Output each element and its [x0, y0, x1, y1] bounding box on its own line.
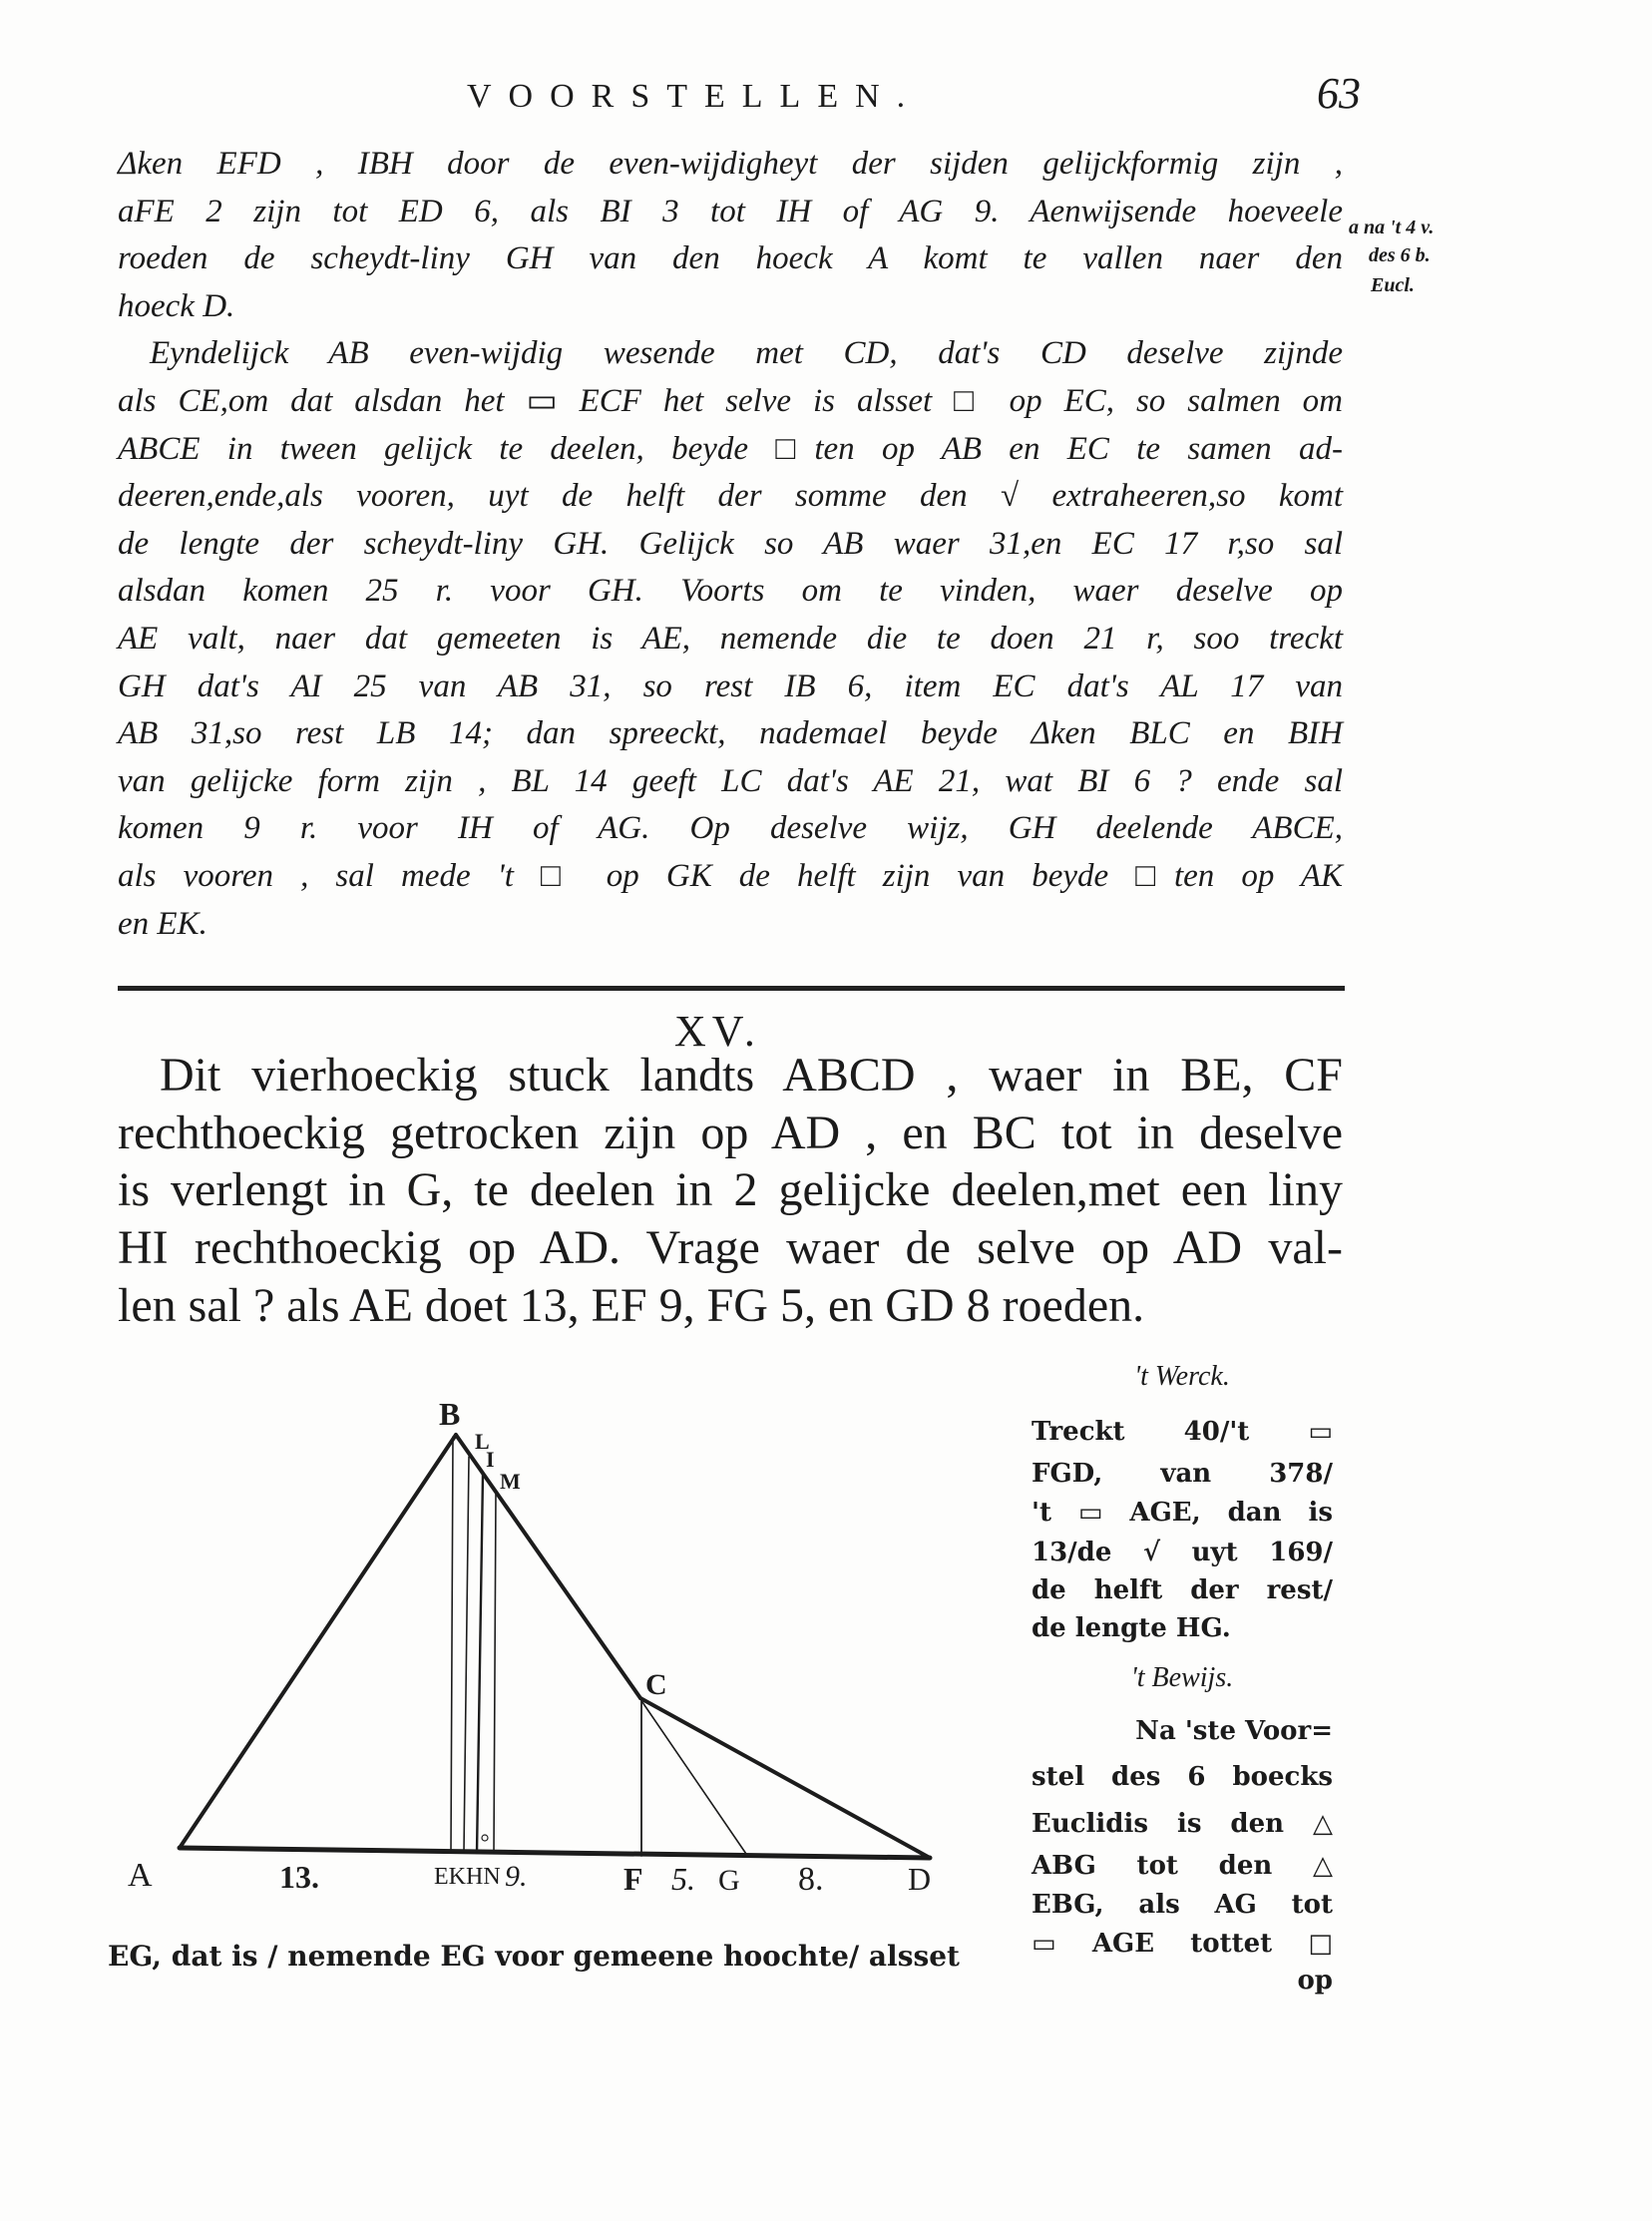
line-IH — [477, 1475, 483, 1853]
bewijs-line: Euclidis is den △ — [1032, 1809, 1333, 1839]
line-LK — [464, 1457, 469, 1852]
bewijs-line: Na 'ste Voor= — [1135, 1716, 1333, 1746]
paragraph-line: alsdan komen 25 r. voor GH. Voorts om te vinden, waer deselve op — [118, 573, 1343, 610]
bewijs-line: op — [1297, 1966, 1333, 1996]
right-angle-mark — [482, 1835, 488, 1841]
label-AE-length: 13. — [279, 1859, 319, 1895]
margin-note-line: a na 't 4 v. — [1349, 217, 1435, 238]
bewijs-line: ABG tot den △ — [1032, 1851, 1333, 1881]
paragraph-line: deeren,ende,als vooren, uyt de helft der somme den √ extraheeren,so komt — [118, 478, 1343, 515]
label-FG-length: 5. — [671, 1861, 695, 1897]
paragraph-line: GH dat's AI 25 van AB 31, so rest IB 6, item EC dat's AL 17 van — [118, 667, 1343, 704]
page-number: 63 — [1317, 69, 1361, 118]
paragraph-line: Eyndelijck AB even-wijdig wesende met CD, dat's CD deselve zijnde — [150, 335, 1343, 372]
label-G: G — [718, 1864, 740, 1897]
paragraph-line: AE valt, naer dat gemeeten is AE, nemende die te doen 21 r, soo treckt — [118, 621, 1343, 657]
section-divider-rule — [118, 986, 1345, 991]
margin-note-line: des 6 b. — [1369, 244, 1431, 266]
line-MN — [494, 1493, 496, 1853]
running-title: VOORSTELLEN. — [467, 78, 923, 115]
problem-statement-line: len sal ? als AE doet 13, EF 9, FG 5, en GD 8 roeden. — [118, 1278, 1145, 1332]
werck-line: 't ▭ AGE, dan is — [1032, 1498, 1333, 1528]
label-C: C — [645, 1668, 667, 1701]
label-D: D — [908, 1861, 932, 1897]
problem-statement-line: HI rechthoeckig op AD. Vrage waer de selve op AD val- — [118, 1221, 1343, 1275]
label-F: F — [623, 1861, 643, 1897]
werck-line: FGD, van 378/ — [1032, 1459, 1333, 1489]
label-L: L — [475, 1429, 490, 1454]
werck-heading: 't Werck. — [1134, 1361, 1230, 1392]
label-M: M — [500, 1469, 521, 1494]
bewijs-heading: 't Bewijs. — [1130, 1662, 1234, 1693]
line-BE — [451, 1437, 453, 1852]
paragraph-line: ABCE in tween gelijck te deelen, beyde □ten op AB en EC te samen ad- — [118, 430, 1343, 467]
label-B: B — [439, 1396, 461, 1432]
geometry-diagram — [120, 1377, 1018, 1916]
label-EKHN: EKHN — [434, 1864, 501, 1890]
side-AB — [180, 1435, 456, 1848]
continuation-line: EG, dat is / nemende EG voor gemeene hoochte/ alsset — [108, 1940, 960, 1973]
werck-line: Treckt 40/'t ▭ — [1032, 1417, 1333, 1447]
paragraph-line: als CE,om dat alsdan het ▭ ECF het selve is alsset □ op EC, so salmen om — [118, 383, 1343, 419]
paragraph-line: roeden de scheydt-liny GH van den hoeck A komt te vallen naer den — [118, 240, 1343, 277]
side-CD — [640, 1698, 930, 1858]
werck-line: de helft der rest/ — [1032, 1575, 1333, 1605]
line-CG — [642, 1702, 748, 1857]
margin-note-line: Eucl. — [1371, 274, 1415, 296]
paragraph-line: Δken EFD , IBH door de even-wijdigheyt der sijden gelijckformig zijn , — [118, 146, 1343, 182]
label-EF-length: 9. — [505, 1860, 528, 1893]
paragraph-line: aFE 2 zijn tot ED 6, als BI 3 tot IH of AG 9. Aenwijsende hoeveele — [118, 193, 1343, 229]
problem-statement-line: rechthoeckig getrocken zijn op AD , en BC tot in deselve — [118, 1106, 1343, 1159]
paragraph-line: hoeck D. — [118, 287, 235, 324]
paragraph-line: komen 9 r. voor IH of AG. Op deselve wijz, GH deelende ABCE, — [118, 810, 1343, 847]
paragraph-line: van gelijcke form zijn , BL 14 geeft LC dat's AE 21, wat BI 6 ? ende sal — [118, 762, 1343, 799]
paragraph-line: AB 31,so rest LB 14; dan spreeckt, nademael beyde Δken BLC en BIH — [118, 715, 1343, 752]
werck-line: 13/de √ uyt 169/ — [1032, 1538, 1333, 1567]
label-GD-length: 8. — [798, 1861, 824, 1898]
problem-statement-line: Dit vierhoeckig stuck landts ABCD , waer in BE, CF — [160, 1049, 1343, 1102]
section-number: XV. — [674, 1007, 761, 1056]
problem-statement-line: is verlengt in G, te deelen in 2 gelijcke deelen,met een liny — [118, 1163, 1343, 1217]
bewijs-line: EBG, als AG tot — [1032, 1890, 1333, 1920]
paragraph-line: als vooren , sal mede 't □ op GK de helft zijn van beyde □ten op AK — [118, 858, 1343, 894]
paragraph-line: de lengte der scheydt-liny GH. Gelijck so AB waer 31,en EC 17 r,so sal — [118, 525, 1343, 562]
bewijs-line: ▭ AGE tottet □ — [1032, 1929, 1333, 1959]
paragraph-line: en EK. — [118, 905, 207, 942]
label-I: I — [486, 1447, 495, 1472]
bewijs-line: stel des 6 boecks — [1032, 1762, 1333, 1792]
base-AD — [180, 1848, 930, 1858]
werck-line: de lengte HG. — [1032, 1613, 1231, 1643]
label-A: A — [128, 1857, 153, 1894]
